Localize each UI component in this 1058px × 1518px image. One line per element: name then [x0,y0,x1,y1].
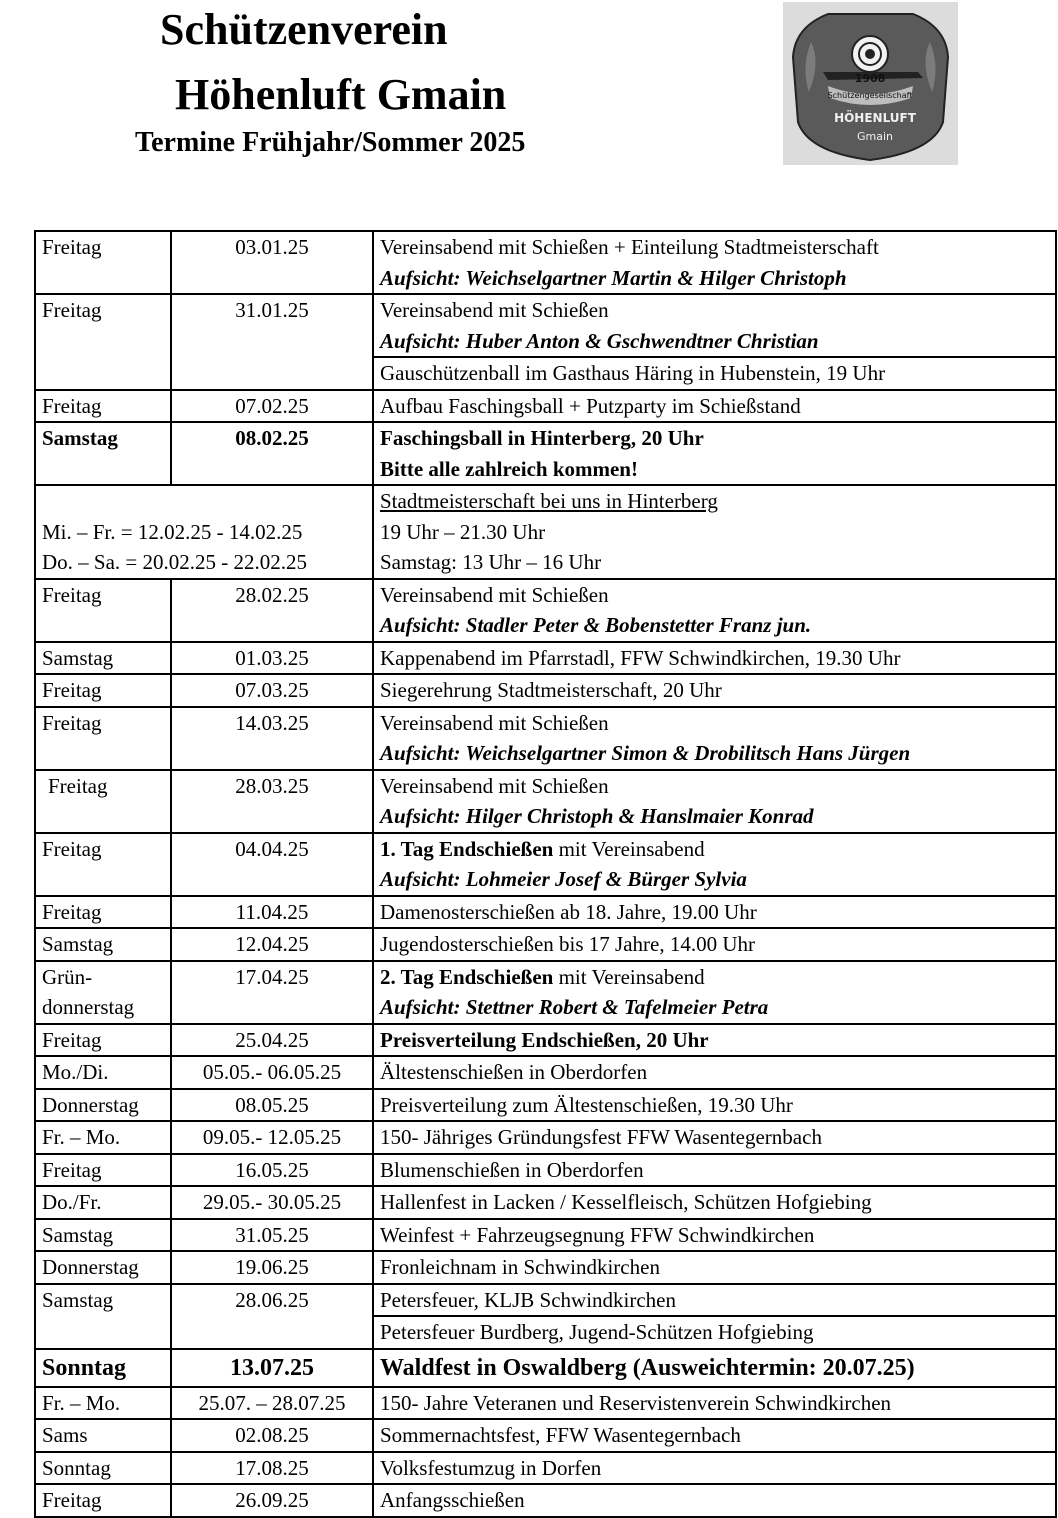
date-cell: 12.04.25 [171,928,373,961]
table-row [35,674,1056,707]
event-cell: Petersfeuer Burdberg, Jugend-Schützen Hofgiebing [373,1316,1056,1349]
event-cell: Weinfest + Fahrzeugsegnung FFW Schwindkirchen [373,1219,1056,1252]
day-cell: Do./Fr. [35,1186,171,1219]
day-cell: Freitag [35,707,171,770]
day-cell: Fr. – Mo. [35,1121,171,1154]
svg-text:Schützengesellschaft: Schützengesellschaft [827,91,913,100]
event-cell: Damenosterschießen ab 18. Jahre, 19.00 Uhr [373,896,1056,929]
date-cell: 31.05.25 [171,1219,373,1252]
event-cell: Anfangsschießen [373,1484,1056,1517]
event-cell: 2. Tag Endschießen mit Vereinsabend Aufsicht: Stettner Robert & Tafelmeier Petra [373,961,1056,1024]
svg-text:HÖHENLUFT: HÖHENLUFT [834,111,916,125]
svg-text:Gmain: Gmain [856,130,894,143]
table-row [35,707,1056,770]
supervision-text: Aufsicht: Huber Anton & Gschwendtner Christian [380,328,819,353]
date-cell: 17.04.25 [171,961,373,1024]
day-cell: Samstag [35,1219,171,1252]
event-cell: Preisverteilung Endschießen, 20 Uhr [373,1024,1056,1057]
day-cell: Freitag [35,1484,171,1517]
date-cell: 19.06.25 [171,1251,373,1284]
day-cell: Freitag [35,770,171,833]
table-row [35,579,1056,642]
event-cell: 150- Jahre Veteranen und Reservistenverein Schwindkirchen [373,1387,1056,1420]
day-cell: Fr. – Mo. [35,1387,171,1420]
event-text: Vereinsabend mit Schießen + Einteilung Stadtmeisterschaft [380,235,879,259]
day-cell: Grün- donnerstag [35,961,171,1024]
date-range-cell: Mi. – Fr. = 12.02.25 - 14.02.25 Do. – Sa. = 20.02.25 - 22.02.25 [35,485,373,579]
event-cell: Stadtmeisterschaft bei uns in Hinterberg 19 Uhr – 21.30 Uhr Samstag: 13 Uhr – 16 Uhr [373,485,1056,579]
table-row [35,1089,1056,1122]
event-cell: Siegerehrung Stadtmeisterschaft, 20 Uhr [373,674,1056,707]
date-cell: 29.05.- 30.05.25 [171,1186,373,1219]
event-cell: Vereinsabend mit Schießen Aufsicht: Weichselgartner Simon & Drobilitsch Hans Jürgen [373,707,1056,770]
day-cell: Donnerstag [35,1089,171,1122]
date-cell: 16.05.25 [171,1154,373,1187]
table-row-highlight [35,1349,1056,1387]
event-cell: Sommernachtsfest, FFW Wasentegernbach [373,1419,1056,1452]
table-row [35,1387,1056,1420]
svg-text:1908: 1908 [854,72,886,85]
day-cell: Samstag [35,928,171,961]
page-subtitle: Termine Frühjahr/Sommer 2025 [135,127,526,158]
date-cell: 01.03.25 [171,642,373,675]
date-cell: 17.08.25 [171,1452,373,1485]
event-cell: Blumenschießen in Oberdorfen [373,1154,1056,1187]
day-cell: Freitag [35,1024,171,1057]
date-cell: 28.03.25 [171,770,373,833]
day-cell: Freitag [35,231,171,294]
table-row [35,390,1056,423]
date-cell: 03.01.25 [171,231,373,294]
event-cell: Gauschützenball im Gasthaus Häring in Hubenstein, 19 Uhr [373,357,1056,390]
day-cell: Freitag [35,674,171,707]
event-cell: Ältestenschießen in Oberdorfen [373,1056,1056,1089]
table-row [35,896,1056,929]
event-cell: Vereinsabend mit Schießen Aufsicht: Hilger Christoph & Hanslmaier Konrad [373,770,1056,833]
date-cell: 04.04.25 [171,833,373,896]
date-cell: 31.01.25 [171,294,373,390]
day-cell: Sonntag [35,1349,171,1387]
date-cell: 28.02.25 [171,579,373,642]
event-cell: Hallenfest in Lacken / Kesselfleisch, Schützen Hofgiebing [373,1186,1056,1219]
club-crest-logo [783,2,958,165]
table-row [35,1056,1056,1089]
event-cell: Volksfestumzug in Dorfen [373,1452,1056,1485]
event-cell: Aufbau Faschingsball + Putzparty im Schießstand [373,390,1056,423]
day-cell: Samstag [35,642,171,675]
schedule-table [34,230,1057,1518]
event-text: Vereinsabend mit Schießen [380,298,609,322]
table-row [35,294,1056,357]
day-cell: Samstag [35,422,171,485]
day-cell: Mo./Di. [35,1056,171,1089]
event-cell: 1. Tag Endschießen mit Vereinsabend Aufsicht: Lohmeier Josef & Bürger Sylvia [373,833,1056,896]
table-row [35,1121,1056,1154]
event-cell: Preisverteilung zum Ältestenschießen, 19.30 Uhr [373,1089,1056,1122]
date-cell: 25.07. – 28.07.25 [171,1387,373,1420]
table-row [35,1154,1056,1187]
date-cell: 08.02.25 [171,422,373,485]
day-cell: Sonntag [35,1452,171,1485]
date-cell: 07.02.25 [171,390,373,423]
event-cell: Petersfeuer, KLJB Schwindkirchen [373,1284,1056,1317]
date-cell: 13.07.25 [171,1349,373,1387]
table-row [35,642,1056,675]
day-cell: Samstag [35,1284,171,1349]
event-cell: Faschingsball in Hinterberg, 20 Uhr Bitte alle zahlreich kommen! [373,422,1056,485]
table-row [35,1484,1056,1517]
event-cell: Fronleichnam in Schwindkirchen [373,1251,1056,1284]
table-row [35,485,1056,579]
table-row [35,1219,1056,1252]
table-row [35,231,1056,294]
table-row [35,422,1056,485]
page-title-line-2: Höhenluft Gmain [175,70,507,119]
page-title-line-1: Schützenverein [160,5,448,54]
date-cell: 25.04.25 [171,1024,373,1057]
event-cell [373,294,1056,357]
event-cell [373,231,1056,294]
date-cell: 08.05.25 [171,1089,373,1122]
event-cell: 150- Jähriges Gründungsfest FFW Wasentegernbach [373,1121,1056,1154]
event-cell: Vereinsabend mit Schießen Aufsicht: Stadler Peter & Bobenstetter Franz jun. [373,579,1056,642]
day-cell: Freitag [35,896,171,929]
event-cell: Waldfest in Oswaldberg (Ausweichtermin: 20.07.25) [373,1349,1056,1387]
date-cell: 02.08.25 [171,1419,373,1452]
supervision-text: Aufsicht: Weichselgartner Martin & Hilger Christoph [380,265,847,290]
table-row [35,1452,1056,1485]
table-row [35,1251,1056,1284]
day-cell: Freitag [35,833,171,896]
table-row [35,770,1056,833]
day-cell: Sams [35,1419,171,1452]
date-cell: 07.03.25 [171,674,373,707]
date-cell: 26.09.25 [171,1484,373,1517]
table-row [35,1419,1056,1452]
table-row [35,1186,1056,1219]
date-cell: 09.05.- 12.05.25 [171,1121,373,1154]
table-row [35,1024,1056,1057]
day-cell: Freitag [35,579,171,642]
date-cell: 14.03.25 [171,707,373,770]
date-cell: 11.04.25 [171,896,373,929]
event-cell: Kappenabend im Pfarrstadl, FFW Schwindkirchen, 19.30 Uhr [373,642,1056,675]
day-cell: Freitag [35,1154,171,1187]
table-row [35,961,1056,1024]
table-row [35,1284,1056,1317]
date-cell: 28.06.25 [171,1284,373,1349]
date-cell: 05.05.- 06.05.25 [171,1056,373,1089]
day-cell: Donnerstag [35,1251,171,1284]
day-cell: Freitag [35,390,171,423]
event-cell: Jugendosterschießen bis 17 Jahre, 14.00 Uhr [373,928,1056,961]
table-row [35,928,1056,961]
day-cell: Freitag [35,294,171,390]
table-row [35,833,1056,896]
